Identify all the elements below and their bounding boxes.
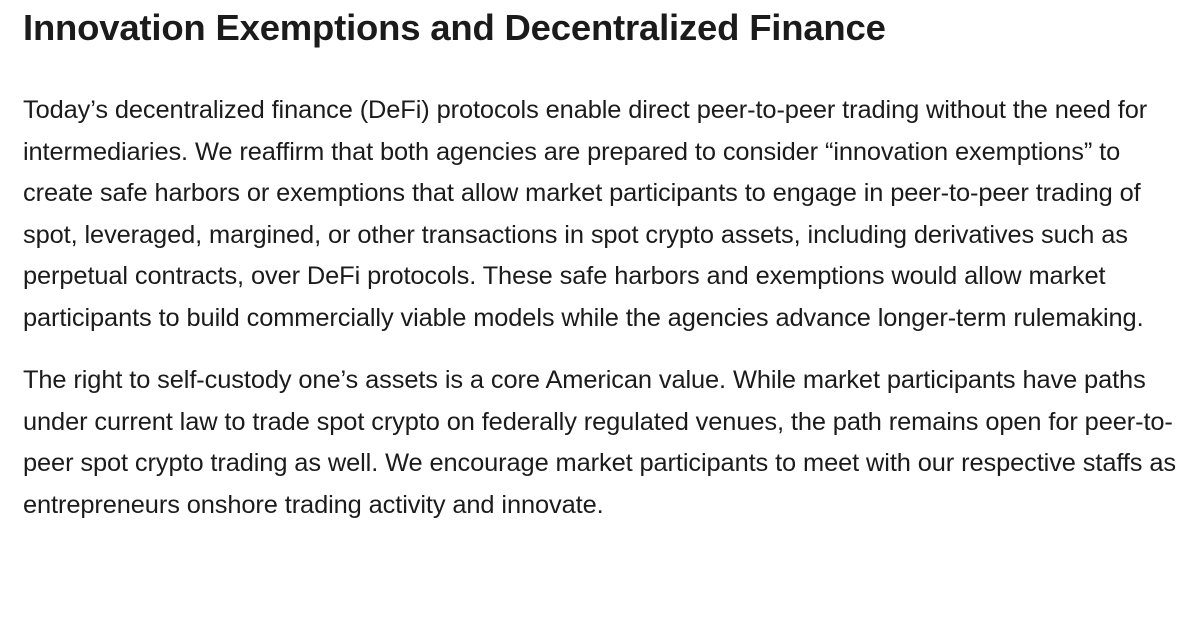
paragraph-defi-protocols: Today’s decentralized finance (DeFi) protocols enable direct peer-to-peer trading without the need for intermediaries. We reaffirm that both agencies are prepared to consider “innovation exemptions” to create safe harbors or exemptions that allow market participants to engage in peer-to-peer trading of spot, leveraged, margined, or other transactions in spot crypto assets, including derivatives such as perpetual contracts, over DeFi protocols. These safe harbors and exemptions would allow market participants to build commercially viable models while the agencies advance longer-term rulemaking. [23, 96, 1148, 332]
document-body [23, 0, 1188, 526]
page-title: Innovation Exemptions and Decentralized Finance [23, 7, 886, 48]
paragraph-self-custody: The right to self-custody one’s assets is a core American value. While market participants have paths under current law to trade spot crypto on federally regulated venues, the path remains open for peer-to-peer spot crypto trading as well. We encourage market participants to meet with our respective staffs as entrepreneurs onshore trading activity and innovate. [23, 366, 1176, 519]
